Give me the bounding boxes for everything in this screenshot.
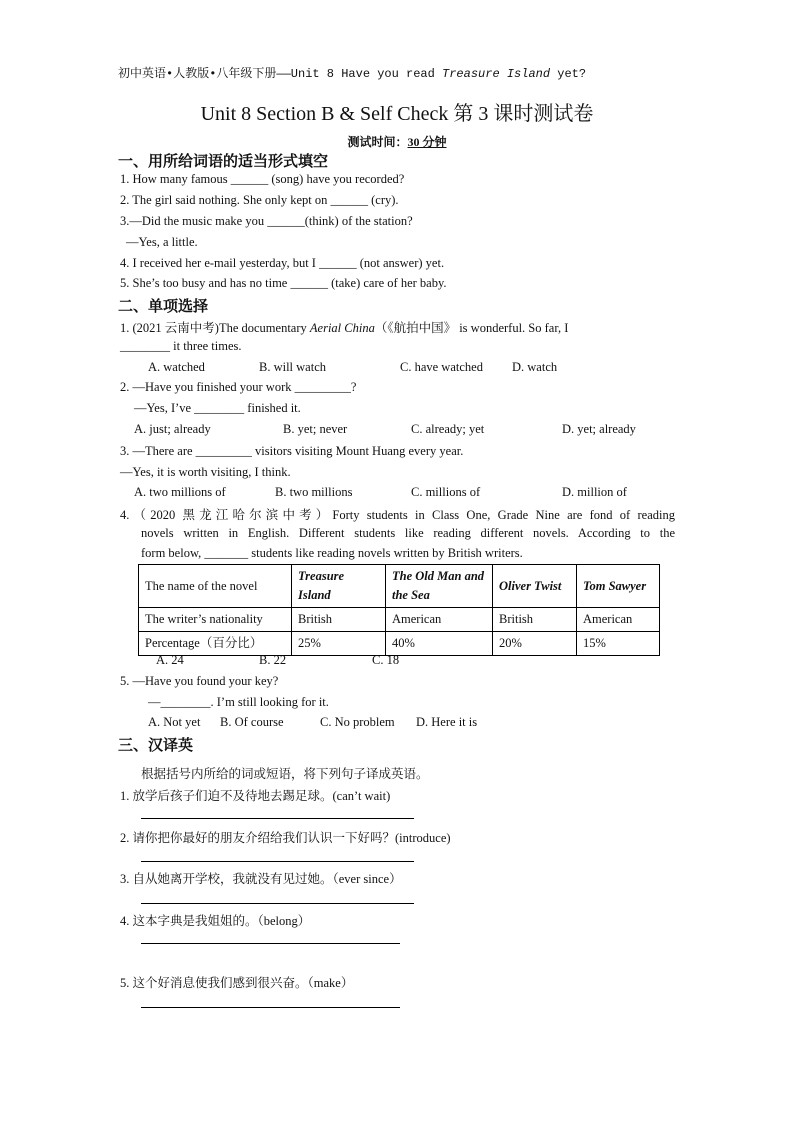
s3-item-4: 4. 这本字典是我姐姐的。（belong） xyxy=(120,914,311,928)
table-row xyxy=(139,608,660,632)
q4-line3: form below, _______ students like reading novels written by British writers. xyxy=(141,546,523,560)
q2-option-b: B. yet; never xyxy=(283,422,348,436)
answer-line[interactable] xyxy=(141,818,414,819)
s3-item-2: 2. 请你把你最好的朋友介绍给我们认识一下好吗？(introduce) xyxy=(120,831,451,845)
table-cell: The name of the novel xyxy=(139,565,292,608)
s1-item-3-answer: —Yes, a little. xyxy=(126,235,198,249)
q4-option-c: C. 18 xyxy=(372,653,400,667)
table-cell: The writer’s nationality xyxy=(139,608,292,632)
section3-heading: 三、汉译英 xyxy=(118,736,194,754)
q4-option-a: A. 24 xyxy=(156,653,184,667)
q1-post: （《航拍中国》 is wonderful. So far, I xyxy=(374,321,569,335)
q3-option-a: A. two millions of xyxy=(134,485,226,499)
section2-heading: 二、单项选择 xyxy=(118,297,209,315)
s1-item-3: 3.—Did the music make you ______(think) of the station? xyxy=(120,214,413,228)
test-time-label: 测试时间： xyxy=(347,135,408,149)
test-time-value: 30 分钟 xyxy=(407,135,447,149)
q4-line1: 4.（2020 黑龙江哈尔滨中考）Forty students in Class One, Grade Nine are fond of reading xyxy=(120,508,675,522)
header-suffix: yet? xyxy=(550,67,587,81)
table-row xyxy=(139,565,660,608)
table-cell: 25% xyxy=(292,632,386,656)
answer-line[interactable] xyxy=(141,903,414,904)
s1-item-2: 2. The girl said nothing. She only kept on ______ (cry). xyxy=(120,193,399,207)
q5-option-a: A. Not yet xyxy=(148,715,201,729)
q1-option-d: D. watch xyxy=(512,360,558,374)
table-cell: 40% xyxy=(386,632,493,656)
table-cell: American xyxy=(386,608,493,632)
q3-line1: 3. —There are _________ visitors visiting Mount Huang every year. xyxy=(120,444,464,458)
table-cell: British xyxy=(493,608,577,632)
page-header xyxy=(118,64,586,81)
q5-line2: —________. I’m still looking for it. xyxy=(148,695,329,709)
q3-option-b: B. two millions xyxy=(275,485,353,499)
header-book-title: Treasure Island xyxy=(442,67,551,81)
q2-option-a: A. just; already xyxy=(134,422,211,436)
q2-line2: —Yes, I’ve ________ finished it. xyxy=(134,401,301,415)
table-cell: 20% xyxy=(493,632,577,656)
q1-title: Aerial China xyxy=(309,321,375,335)
s3-instruction: 根据括号内所给的词或短语，将下列句子译成英语。 xyxy=(141,767,429,781)
q5-option-d: D. Here it is xyxy=(416,715,478,729)
table-header-cell: Tom Sawyer xyxy=(577,565,660,608)
s1-item-1: 1. How many famous ______ (song) have you recorded? xyxy=(120,172,405,186)
q1-option-b: B. will watch xyxy=(259,360,327,374)
answer-line[interactable] xyxy=(141,861,414,862)
table-header-cell: The Old Man and the Sea xyxy=(386,565,493,608)
table-cell: 15% xyxy=(577,632,660,656)
q1-option-a: A. watched xyxy=(148,360,205,374)
q5-option-c: C. No problem xyxy=(320,715,395,729)
q1-option-c: C. have watched xyxy=(400,360,483,374)
q3-option-c: C. millions of xyxy=(411,485,481,499)
table-cell: American xyxy=(577,608,660,632)
q4-option-b: B. 22 xyxy=(259,653,287,667)
q5-line1: 5. —Have you found your key? xyxy=(120,674,279,688)
q1-pre: 1. (2021 云南中考)The documentary xyxy=(120,321,310,335)
q2-option-c: C. already; yet xyxy=(411,422,485,436)
answer-line[interactable] xyxy=(141,943,400,944)
q2-option-d: D. yet; already xyxy=(562,422,636,436)
q3-line2: —Yes, it is worth visiting, I think. xyxy=(120,465,291,479)
section1-heading: 一、用所给词语的适当形式填空 xyxy=(118,152,329,170)
q4-line2: novels written in English. Different students like reading different novels. According to the xyxy=(141,526,675,540)
novels-table xyxy=(138,564,660,656)
q2-line1: 2. —Have you finished your work _________? xyxy=(120,380,357,394)
header-prefix: 初中英语•人教版•八年级下册——Unit 8 Have you read xyxy=(118,67,443,81)
q5-option-b: B. Of course xyxy=(220,715,284,729)
page-title: Unit 8 Section B & Self Check 第 3 课时测试卷 xyxy=(200,103,594,125)
q1-line1 xyxy=(120,318,675,336)
answer-line[interactable] xyxy=(141,1007,400,1008)
q1-line2: ________ it three times. xyxy=(120,339,242,353)
s3-item-1: 1. 放学后孩子们迫不及待地去踢足球。(can’t wait) xyxy=(120,789,391,803)
table-cell: British xyxy=(292,608,386,632)
table-header-cell: Treasure Island xyxy=(292,565,386,608)
s1-item-5: 5. She’s too busy and has no time ______ (take) care of her baby. xyxy=(120,276,447,290)
table-cell: Percentage（百分比） xyxy=(139,632,292,656)
s1-item-4: 4. I received her e-mail yesterday, but I ______ (not answer) yet. xyxy=(120,256,445,270)
q3-option-d: D. million of xyxy=(562,485,627,499)
s3-item-5: 5. 这个好消息使我们感到很兴奋。（make） xyxy=(120,976,354,990)
table-header-cell: Oliver Twist xyxy=(493,565,577,608)
table-row xyxy=(139,632,660,656)
test-time xyxy=(0,133,794,150)
s3-item-3: 3. 自从她离开学校，我就没有见过她。（ever since） xyxy=(120,872,402,886)
